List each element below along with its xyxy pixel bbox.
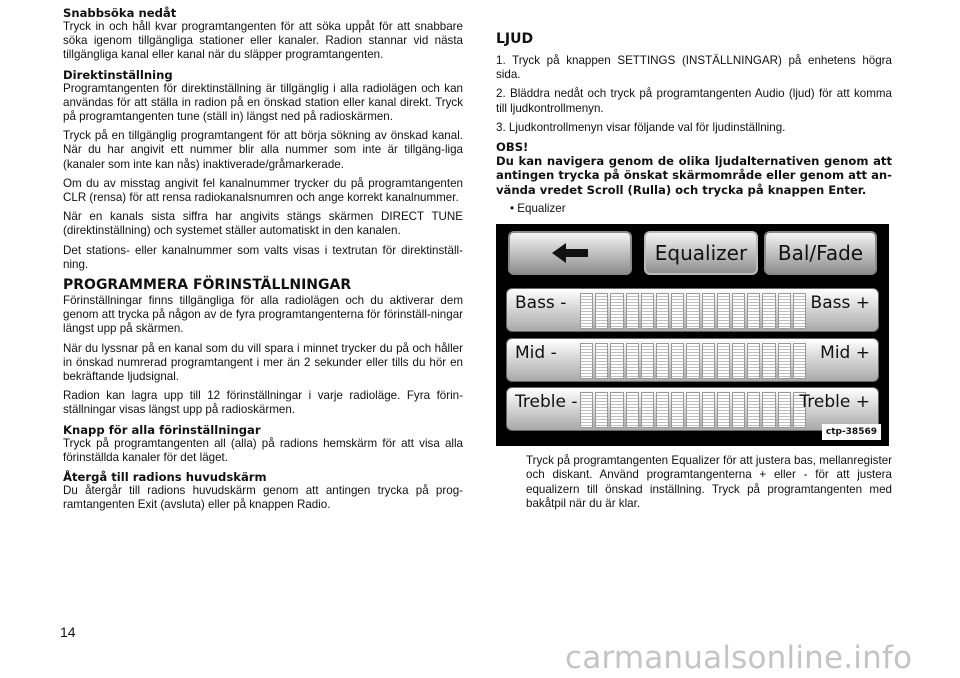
heading-ljud: LJUD xyxy=(496,31,534,47)
paragraph-programmera-3: Radion kan lagra upp till 12 förinställningar i varje radioläge. Fyra förin-ställningar visas längst upp på radioskärmen. xyxy=(63,389,463,417)
level-segment xyxy=(595,392,608,428)
level-segment xyxy=(686,293,699,329)
mid-minus-button[interactable]: Mid - xyxy=(515,343,557,364)
treble-plus-button[interactable]: Treble + xyxy=(799,392,870,413)
level-segment xyxy=(762,293,775,329)
level-segment xyxy=(702,392,715,428)
level-segment xyxy=(778,343,791,379)
level-segment xyxy=(626,343,639,379)
level-segment xyxy=(686,343,699,379)
mid-row xyxy=(506,338,879,382)
paragraph-direkt-3: Om du av misstag angivit fel kanalnummer trycker du på programtangenten CLR (rensa) för att rensa radiokanalsnumren och ange korrekt kanalnummer. xyxy=(63,176,463,205)
level-segment xyxy=(626,392,639,428)
level-segment xyxy=(595,343,608,379)
level-segment xyxy=(793,293,806,329)
bass-minus-button[interactable]: Bass - xyxy=(515,293,567,314)
watermark: carmanualsonline.info xyxy=(565,640,913,676)
heading-direktinstallning: Direktinställning xyxy=(63,67,173,82)
paragraph-after-figure: Tryck på programtangenten Equalizer för att justera bas, mellanregister och diskant. Använd programtangenterna + eller - för att justera equalizern till önskad inställning. Tryck på programtangenten med bakåtpil när du är klar. xyxy=(526,454,892,510)
balfade-tab[interactable]: Bal/Fade xyxy=(764,231,877,275)
level-segment xyxy=(747,343,760,379)
level-segment xyxy=(671,392,684,428)
paragraph-direkt-2: Tryck på en tillgänglig programtangent för att börja sökning av önskad kanal. När du har angivit ett nummer blir alla nummer som inte är tillgäng-liga (kanaler som inte kan nås) inaktiverade/gråmarkerade. xyxy=(63,129,463,171)
bass-row xyxy=(506,288,879,332)
level-segment xyxy=(762,392,775,428)
level-segment xyxy=(626,293,639,329)
level-segment xyxy=(595,293,608,329)
equalizer-tab[interactable]: Equalizer xyxy=(644,231,758,275)
level-segment xyxy=(717,343,730,379)
level-segment xyxy=(717,392,730,428)
level-segment xyxy=(641,343,654,379)
page-number: 14 xyxy=(60,624,76,640)
mid-plus-button[interactable]: Mid + xyxy=(820,343,870,364)
level-segment xyxy=(702,343,715,379)
heading-programmera: PROGRAMMERA FÖRINSTÄLLNINGAR xyxy=(63,277,352,294)
level-segment xyxy=(778,293,791,329)
back-button[interactable] xyxy=(508,231,632,275)
right-column xyxy=(496,6,892,511)
paragraph-snabbsoka: Tryck in och håll kvar programtangenten för att söka uppåt för att snabbare söka igenom tillgängliga stationer eller kanaler. Radion stannar vid nästa tillgängliga kanal eller kanal när du släpper programtangenten. xyxy=(63,20,463,62)
level-segment xyxy=(641,293,654,329)
paragraph-programmera-2: När du lyssnar på en kanal som du vill spara i minnet trycker du på och håller in önskad numrerad programtangent i mer än 2 sekunder eller tills du hör en bekräftande ljudsignal. xyxy=(63,341,463,384)
heading-knapp: Knapp för alla förinställningar xyxy=(63,422,261,437)
mid-level-bar[interactable] xyxy=(579,343,807,379)
paragraph-programmera: Förinställningar finns tillgängliga för alla radiolägen och du aktiverar dem genom att trycka på någon av de fyra programtangenterna för förinställ-ningar längst upp på skärmen. xyxy=(63,294,463,336)
level-segment xyxy=(656,392,669,428)
level-segment xyxy=(656,343,669,379)
treble-level-bar[interactable] xyxy=(579,392,807,428)
level-segment xyxy=(747,392,760,428)
paragraph-direkt-4: När en kanals sista siffra har angivits stängs skärmen DIRECT TUNE (direktinställning) och systemet ställer automatiskt in den kanalen. xyxy=(63,210,463,238)
level-segment xyxy=(580,293,593,329)
level-segment xyxy=(580,392,593,428)
level-segment xyxy=(671,343,684,379)
level-segment xyxy=(702,293,715,329)
step-2: 2. Bläddra nedåt och tryck på programtangenten Audio (ljud) för att komma till ljudkontrollmenyn. xyxy=(496,87,892,115)
level-segment xyxy=(686,392,699,428)
level-segment xyxy=(671,293,684,329)
paragraph-direktinstallning: Programtangenten för direktinställning är tillgänglig i alla radiolägen och kan användas för att ställa in radion på en önskad station eller kanal direkt. Tryck på programtangenten tune (ställ in) längst ned på radioskärmen. xyxy=(63,81,463,124)
level-segment xyxy=(717,293,730,329)
level-segment xyxy=(732,293,745,329)
obs-note: Du kan navigera genom de olika ljudalternativen genom att antingen trycka på önskat skärmområde eller genom att an-vända vredet Scroll (Rulla) och trycka på knappen Enter. xyxy=(496,154,892,197)
level-segment xyxy=(610,392,623,428)
paragraph-direkt-5: Det stations- eller kanalnummer som valts visas i textrutan för direktinställ-ning. xyxy=(63,243,463,271)
bullet-equalizer: • Equalizer xyxy=(510,201,566,215)
paragraph-atergå: Du återgår till radions huvudskärm genom att antingen trycka på prog-ramtangenten Exit (avsluta) eller på knappen Radio. xyxy=(63,484,463,512)
step-1: 1. Tryck på knappen SETTINGS (INSTÄLLNINGAR) på enhetens högra sida. xyxy=(496,54,892,82)
level-segment xyxy=(793,343,806,379)
level-segment xyxy=(778,392,791,428)
heading-atergå: Återgå till radions huvudskärm xyxy=(63,470,267,485)
obs-label: OBS! xyxy=(496,140,529,155)
level-segment xyxy=(641,392,654,428)
figure-reference-tag: ctp-38569 xyxy=(822,424,881,440)
level-segment xyxy=(762,343,775,379)
heading-snabbsoka: Snabbsöka nedåt xyxy=(63,6,177,20)
level-segment xyxy=(747,293,760,329)
level-segment xyxy=(732,343,745,379)
level-segment xyxy=(732,392,745,428)
level-segment xyxy=(610,343,623,379)
level-segment xyxy=(656,293,669,329)
step-3: 3. Ljudkontrollmenyn visar följande val för ljudinställning. xyxy=(496,120,786,134)
equalizer-screen-figure xyxy=(496,224,889,446)
treble-minus-button[interactable]: Treble - xyxy=(515,392,578,413)
level-segment xyxy=(580,343,593,379)
left-column xyxy=(63,6,463,517)
bass-plus-button[interactable]: Bass + xyxy=(810,293,870,314)
left-arrow-icon xyxy=(550,241,590,265)
level-segment xyxy=(610,293,623,329)
paragraph-knapp: Tryck på programtangenten all (alla) på radions hemskärm för att visa alla förinställda kanaler för det läget. xyxy=(63,436,463,464)
bass-level-bar[interactable] xyxy=(579,293,807,329)
